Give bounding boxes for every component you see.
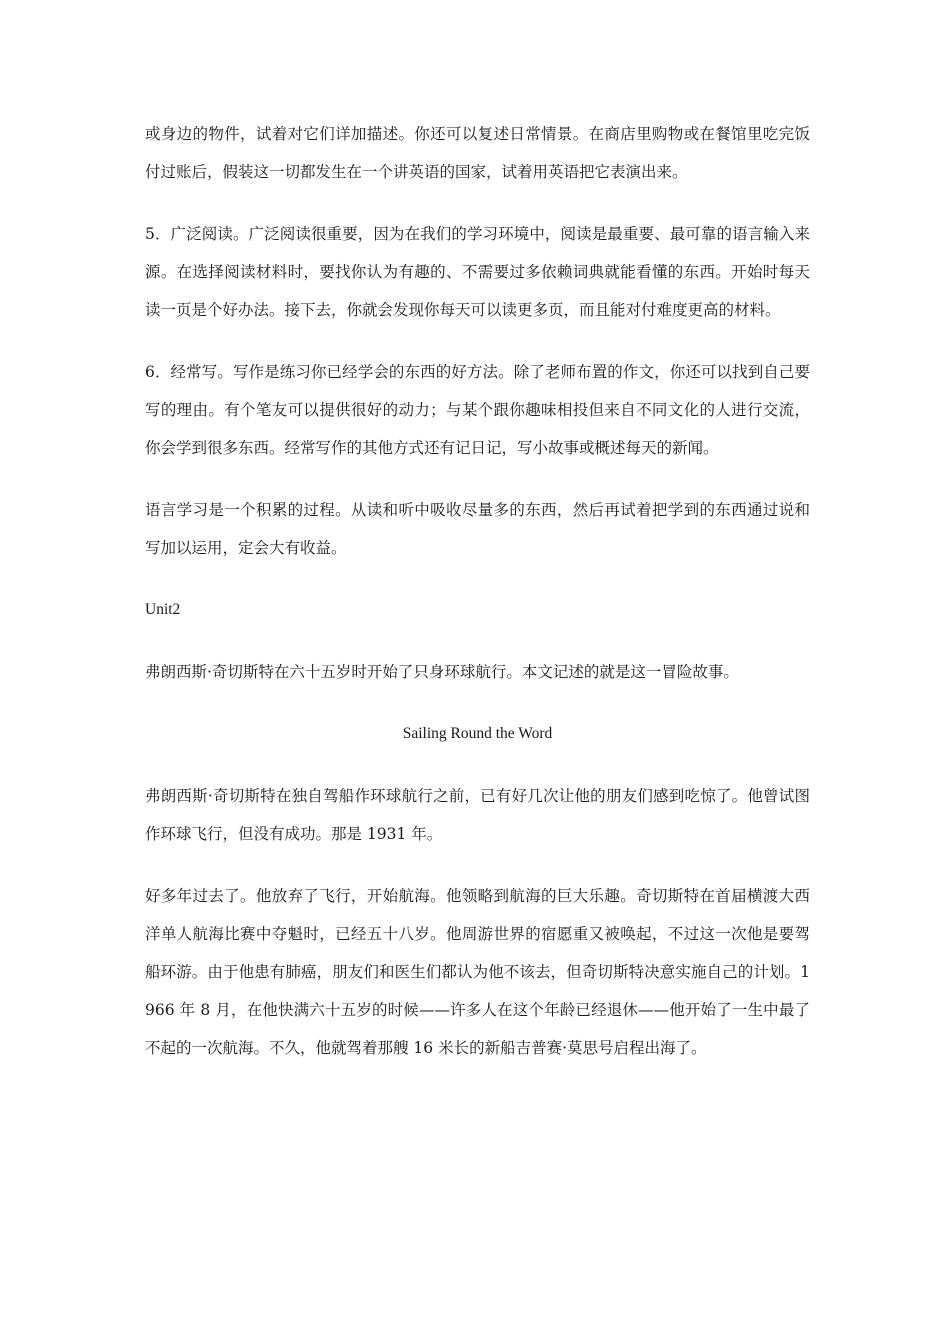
article-paragraph: 好多年过去了。他放弃了飞行，开始航海。他领略到航海的巨大乐趣。奇切斯特在首届横渡大西洋单人航海比赛中夺魁时，已经五十八岁。他周游世界的宿愿重又被唤起，不过这一次他是要驾船环游。由于他患有肺癌，朋友们和医生们都认为他不该去，但奇切斯特决意实施自己的计划。1966 年 8 月，在他快满六十五岁的时候——许多人在这个年龄已经退休——他开始了一生中最了不起的一次航海。不久，他就驾着那艘 16 米长的新船吉普赛·莫思号启程出海了。 [145, 887, 810, 1057]
paragraph-describe-objects: 或身边的物件，试着对它们详加描述。你还可以复述日常情景。在商店里购物或在餐馆里吃完饭付过账后，假装这一切都发生在一个讲英语的国家，试着用英语把它表演出来。 [145, 125, 810, 181]
document-body [145, 115, 810, 1091]
paragraph-conclusion: 语言学习是一个积累的过程。从读和听中吸收尽量多的东西，然后再试着把学到的东西通过说和写加以运用，定会大有收益。 [145, 501, 810, 557]
unit-heading: Unit2 [145, 601, 181, 618]
article-paragraph: 弗朗西斯·奇切斯特在独自驾船作环球航行之前，已有好几次让他的朋友们感到吃惊了。他曾试图作环球飞行，但没有成功。那是 1931 年。 [145, 787, 810, 843]
unit-intro: 弗朗西斯·奇切斯特在六十五岁时开始了只身环球航行。本文记述的就是这一冒险故事。 [145, 663, 739, 681]
paragraph-read-widely: 5．广泛阅读。广泛阅读很重要，因为在我们的学习环境中，阅读是最重要、最可靠的语言输入来源。在选择阅读材料时，要找你认为有趣的、不需要过多依赖词典就能看懂的东西。开始时每天读一页是个好办法。接下去，你就会发现你每天可以读更多页，而且能对付难度更高的材料。 [145, 225, 810, 319]
paragraph-write-often: 6．经常写。写作是练习你已经学会的东西的好方法。除了老师布置的作文，你还可以找到自己要写的理由。有个笔友可以提供很好的动力；与某个跟你趣味相投但来自不同文化的人进行交流，你会学到很多东西。经常写作的其他方式还有记日记，写小故事或概述每天的新闻。 [145, 363, 810, 457]
article-title: Sailing Round the Word [402, 725, 553, 742]
